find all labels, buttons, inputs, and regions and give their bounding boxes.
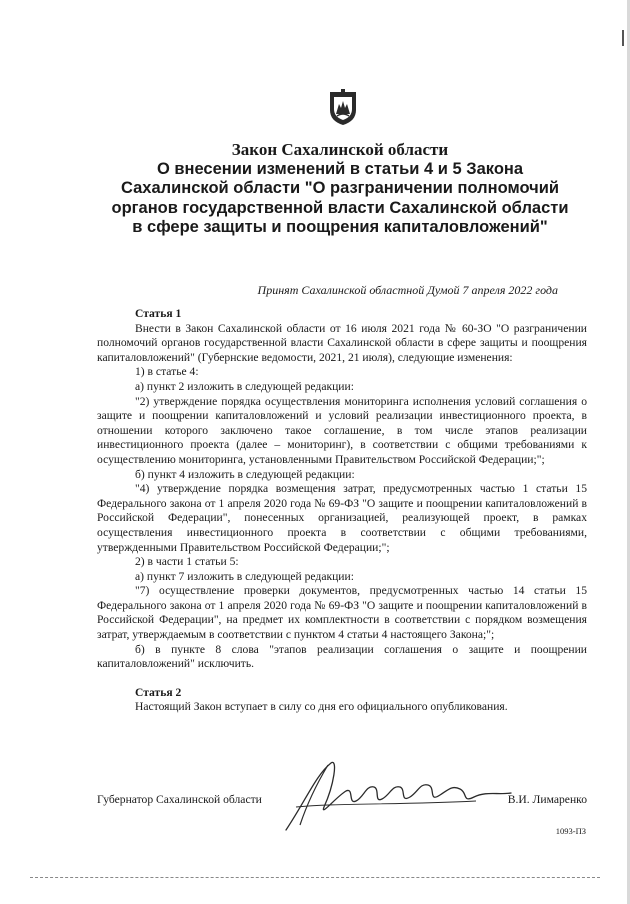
scan-mark: [622, 30, 624, 46]
spacer: [97, 672, 587, 686]
registration-number: 1093-ПЗ: [555, 826, 586, 836]
governor-name: В.И. Лимаренко: [507, 793, 587, 806]
adoption-note: Принят Сахалинской областной Думой 7 апреля 2022 года: [257, 283, 558, 297]
paragraph: "7) осуществление проверки документов, предусмотренных частью 14 статьи 15 Федерального закона от 1 апреля 2020 года № 69-ФЗ "О защите и поощрении капиталовложений в Российской Федерации", на предмет их комплектности в соответствии с порядком возмещения затрат, утверждаемым в соответствии с пунктом 4 статьи 4 настоящего Закона;";: [97, 584, 587, 642]
paragraph: "2) утверждение порядка осуществления мониторинга исполнения условий соглашения о защите и поощрении капиталовложений и условий реализации инвестиционного проекта, в отношении которого заключено такое соглашение, в том числе этапов реализации инвестиционного проекта (далее – мониторинг), в соответствии с общими требованиями к осуществлению мониторинга, установленными Правительством Российской Федерации;";: [97, 394, 587, 466]
title-rest: О внесении изменений в статьи 4 и 5 Закона Сахалинской области "О разграничении полномочий органов государственной власти Сахалинской области в сфере защиты и поощрения капиталовложений": [111, 159, 569, 236]
paragraph: б) в пункте 8 слова "этапов реализации соглашения о защите и поощрении капиталовложений" исключить.: [97, 642, 587, 671]
paragraph: "4) утверждение порядка возмещения затрат, предусмотренных частью 1 статьи 15 Федерального закона от 1 апреля 2020 года № 69-ФЗ "О защите и поощрении капиталовложений в Российской Федерации", понесенных организацией, реализующей проект, в рамках осуществления инвестиционного проекта в соответствии с общими требованиями, утвержденными Правительством Российской Федерации;";: [97, 482, 587, 554]
bottom-rule: [30, 877, 600, 878]
paragraph: Настоящий Закон вступает в силу со дня его официального опубликования.: [135, 700, 508, 714]
paragraph: 2) в части 1 статьи 5:: [135, 555, 239, 569]
paragraph: Внести в Закон Сахалинской области от 16 июля 2021 года № 60-ЗО "О разграничении полномочий органов государственной власти Сахалинской области в сфере защиты и поощрения капиталовложений" (Губернские ведомости, 2021, 21 июля), следующие изменения:: [97, 321, 587, 364]
paragraph: а) пункт 7 изложить в следующей редакции:: [135, 569, 354, 583]
paragraph: 1) в статье 4:: [135, 365, 199, 379]
paragraph: а) пункт 2 изложить в следующей редакции:: [135, 379, 354, 393]
article-2-heading: Статья 2: [135, 685, 182, 699]
article-1-heading: Статья 1: [135, 307, 182, 320]
law-title: [110, 140, 570, 238]
title-line-1: Закон Сахалинской области: [231, 140, 449, 159]
paragraph: б) пункт 4 изложить в следующей редакции:: [135, 467, 355, 481]
governor-title: Губернатор Сахалинской области: [97, 793, 262, 806]
coat-of-arms-icon: [328, 88, 358, 126]
handwritten-signature: [276, 745, 516, 840]
law-body: [97, 307, 587, 715]
